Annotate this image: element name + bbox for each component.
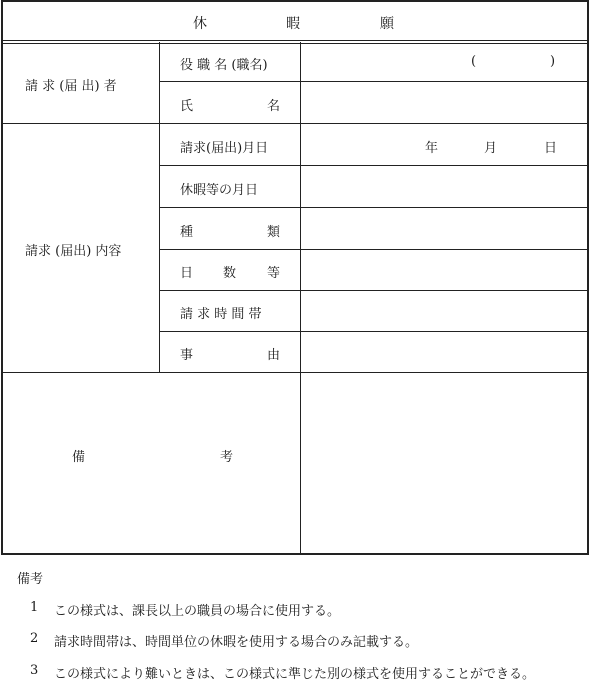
reason-label-char: 事	[180, 348, 194, 363]
note-text: この様式は、課長以上の職員の場合に使用する。	[54, 604, 341, 619]
name-label-char: 名	[267, 99, 281, 114]
month-unit: 月	[484, 141, 498, 156]
reason-label-char: 由	[267, 348, 281, 363]
leave-request-form	[1, 0, 589, 555]
content-group-label: 請求 (届出) 内容	[25, 244, 122, 259]
year-unit: 年	[425, 141, 439, 156]
position-paren-close: )	[550, 54, 556, 69]
form-title-char: 休	[193, 16, 207, 32]
hours-label: 請 求 時 間 帯	[180, 307, 262, 322]
column-divider	[159, 42, 160, 373]
row-divider	[160, 331, 587, 332]
row-divider	[160, 207, 587, 208]
note-text: この様式により難いときは、この様式に準じた別の様式を使用することができる。	[54, 667, 536, 682]
note-number: 1	[30, 600, 39, 615]
row-divider	[160, 249, 587, 250]
form-title-char: 暇	[286, 16, 300, 32]
days-label-char: 等	[267, 266, 281, 281]
note-text: 請求時間帯は、時間単位の休暇を使用する場合のみ記載する。	[54, 635, 419, 650]
row-divider	[160, 81, 587, 82]
note-number: 2	[30, 631, 39, 646]
notes-heading: 備考	[17, 572, 44, 587]
section-divider	[3, 123, 587, 124]
form-title	[3, 2, 587, 41]
form-title-char: 願	[380, 16, 394, 32]
section-divider	[3, 372, 587, 373]
row-divider	[160, 165, 587, 166]
applicant-group-label: 請 求 (届 出) 者	[25, 79, 117, 94]
position-paren-open: (	[471, 54, 477, 69]
remarks-label-char: 考	[220, 450, 234, 465]
day-unit: 日	[544, 141, 558, 156]
days-label-char: 日	[180, 266, 194, 281]
request-date-label: 請求(届出)月日	[180, 141, 269, 156]
leave-date-label: 休暇等の月日	[180, 183, 259, 198]
name-label-char: 氏	[180, 99, 194, 114]
note-number: 3	[30, 663, 39, 678]
type-label-char: 類	[267, 225, 281, 240]
position-label: 役 職 名 (職名)	[180, 58, 268, 73]
type-label-char: 種	[180, 225, 194, 240]
column-divider	[300, 42, 301, 553]
days-label-char: 数	[223, 266, 237, 281]
remarks-label-char: 備	[72, 450, 86, 465]
row-divider	[160, 290, 587, 291]
